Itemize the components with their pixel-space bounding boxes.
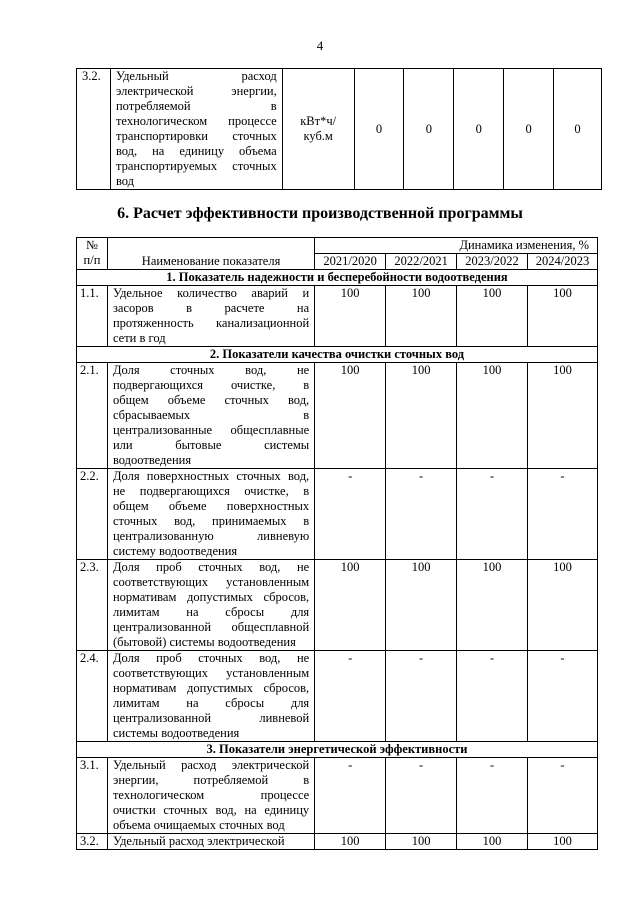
indicator-name-line: протяженность канализационной xyxy=(112,316,310,330)
value-cell: - xyxy=(528,758,598,834)
table-row xyxy=(77,560,598,651)
indicator-name xyxy=(107,560,314,651)
indicator-name xyxy=(107,469,314,560)
value-cell: 100 xyxy=(528,363,598,469)
header-dynamics: Динамика изменения, % xyxy=(315,238,598,254)
header-number-bottom: п/п xyxy=(83,253,101,267)
indicator-name-line: Удельное количество аварий и xyxy=(112,286,310,300)
header-year: 2021/2020 xyxy=(315,254,386,270)
value-cell: 100 xyxy=(528,560,598,651)
section-title-cell: 3. Показатели энергетической эффективности xyxy=(77,742,598,758)
row-number: 2.4. xyxy=(77,651,108,742)
value-cell: 100 xyxy=(528,834,598,850)
row-number: 3.1. xyxy=(77,758,108,834)
row-number: 1.1. xyxy=(77,286,108,347)
value-cell: 100 xyxy=(386,363,457,469)
indicator-name-line: централизованной общесплавной xyxy=(112,620,310,634)
section-title: 6. Расчет эффективности производственной программы xyxy=(117,205,523,222)
header-number-top: № xyxy=(86,238,98,252)
indicator-name-line: электрической энергии, xyxy=(115,84,277,98)
header-year: 2024/2023 xyxy=(528,254,598,270)
table-header-row xyxy=(77,238,598,254)
indicator-name-line: очистки сточных вод, на единицу xyxy=(112,803,310,817)
value-cell: 0 xyxy=(404,69,454,190)
value-cell: - xyxy=(315,651,386,742)
value-cell: 100 xyxy=(386,560,457,651)
table-row xyxy=(77,69,602,190)
energy-table-continued xyxy=(76,68,602,190)
indicator-name-line: централизованную ливневую xyxy=(112,529,310,543)
value-cell: 0 xyxy=(354,69,404,190)
value-cell: 0 xyxy=(554,69,602,190)
indicator-name-line: лимитам на сбросы для xyxy=(112,696,310,710)
indicator-name-line: систему водоотведения xyxy=(112,544,238,558)
indicator-name-line: Доля проб сточных вод, не xyxy=(112,560,310,574)
indicator-name-line: (бытовой) системы водоотведения xyxy=(112,635,296,649)
value-cell: 0 xyxy=(504,69,554,190)
row-number: 2.3. xyxy=(77,560,108,651)
value-cell: 100 xyxy=(457,560,528,651)
indicator-name-line: Доля проб сточных вод, не xyxy=(112,651,310,665)
indicator-name-line: Удельный расход электрической xyxy=(112,834,285,848)
value-cell: 100 xyxy=(386,834,457,850)
indicator-name-line: сети в год xyxy=(112,331,166,345)
header-name: Наименование показателя xyxy=(107,238,314,270)
indicator-name-line: транспортируемых сточных xyxy=(115,159,277,173)
indicator-name xyxy=(107,363,314,469)
table-row xyxy=(77,651,598,742)
indicator-name-line: или бытовые системы xyxy=(112,438,310,452)
indicator-name-line: соответствующих установленным xyxy=(112,666,310,680)
indicator-name-line: вод xyxy=(115,174,135,188)
indicator-name-line: объема очищаемых сточных вод xyxy=(112,818,285,832)
section-row xyxy=(77,270,598,286)
efficiency-table xyxy=(76,237,598,850)
indicator-name-line: не подвергающихся очистке, в xyxy=(112,484,310,498)
table-row xyxy=(77,758,598,834)
indicator-name-line: нормативам допустимых сбросов, xyxy=(112,590,310,604)
value-cell: - xyxy=(528,651,598,742)
table-row xyxy=(77,469,598,560)
value-cell: 100 xyxy=(386,286,457,347)
indicator-name-line: общем объеме поверхностных xyxy=(112,499,310,513)
value-cell: - xyxy=(457,651,528,742)
indicator-name xyxy=(107,758,314,834)
value-cell: - xyxy=(457,469,528,560)
indicator-name xyxy=(110,69,282,190)
indicator-name-line: нормативам допустимых сбросов, xyxy=(112,681,310,695)
section-row xyxy=(77,347,598,363)
value-cell: - xyxy=(457,758,528,834)
indicator-name xyxy=(107,286,314,347)
value-cell: 100 xyxy=(315,834,386,850)
value-cell: 100 xyxy=(315,363,386,469)
header-number xyxy=(77,238,108,270)
value-cell: - xyxy=(386,469,457,560)
unit-line: куб.м xyxy=(303,129,333,143)
section-title-cell: 1. Показатель надежности и бесперебойности водоотведения xyxy=(77,270,598,286)
indicator-name-line: сточных вод, принимаемых в xyxy=(112,514,310,528)
header-year: 2023/2022 xyxy=(457,254,528,270)
value-cell: - xyxy=(386,758,457,834)
indicator-name-line: потребляемой в xyxy=(115,99,277,113)
table-row xyxy=(77,363,598,469)
page-number: 4 xyxy=(316,38,324,53)
section-row xyxy=(77,742,598,758)
table-row xyxy=(77,286,598,347)
value-cell: - xyxy=(315,758,386,834)
value-cell: 100 xyxy=(528,286,598,347)
indicator-name-line: сбрасываемых в xyxy=(112,408,310,422)
value-cell: 100 xyxy=(315,286,386,347)
indicator-name-line: энергии, потребляемой в xyxy=(112,773,310,787)
indicator-name-line: подвергающихся очистке, в xyxy=(112,378,310,392)
indicator-name-line: Доля сточных вод, не xyxy=(112,363,310,377)
indicator-name-line: вод, на единицу объема xyxy=(115,144,277,158)
table-row xyxy=(77,834,598,850)
value-cell: 100 xyxy=(315,560,386,651)
indicator-name-line: лимитам на сбросы для xyxy=(112,605,310,619)
value-cell: - xyxy=(528,469,598,560)
value-cell: 100 xyxy=(457,834,528,850)
indicator-name-line: Удельный расход электрической xyxy=(112,758,310,772)
indicator-name-line: засоров в расчете на xyxy=(112,301,310,315)
row-number: 3.2. xyxy=(77,69,111,190)
value-cell: - xyxy=(315,469,386,560)
section-title-cell: 2. Показатели качества очистки сточных вод xyxy=(77,347,598,363)
indicator-name-line: общем объеме сточных вод, xyxy=(112,393,310,407)
indicator-name-line: системы водоотведения xyxy=(112,726,240,740)
indicator-name-line: централизованной ливневой xyxy=(112,711,310,725)
unit-line: кВт*ч/ xyxy=(300,114,337,128)
header-year: 2022/2021 xyxy=(386,254,457,270)
indicator-name xyxy=(107,834,314,850)
indicator-name-line: водоотведения xyxy=(112,453,192,467)
indicator-name-line: технологическом процессе xyxy=(115,114,277,128)
indicator-name xyxy=(107,651,314,742)
row-number: 2.1. xyxy=(77,363,108,469)
indicator-name-line: Доля поверхностных сточных вод, xyxy=(112,469,310,483)
value-cell: - xyxy=(386,651,457,742)
value-cell: 100 xyxy=(457,286,528,347)
indicator-name-line: транспортировки сточных xyxy=(115,129,277,143)
indicator-name-line: централизованные общесплавные xyxy=(112,423,310,437)
row-number: 2.2. xyxy=(77,469,108,560)
value-cell: 0 xyxy=(454,69,504,190)
value-cell: 100 xyxy=(457,363,528,469)
indicator-name-line: технологическом процессе xyxy=(112,788,310,802)
indicator-name-line: соответствующих установленным xyxy=(112,575,310,589)
indicator-name-line: Удельный расход xyxy=(115,69,277,83)
unit-cell xyxy=(282,69,354,190)
row-number: 3.2. xyxy=(77,834,108,850)
